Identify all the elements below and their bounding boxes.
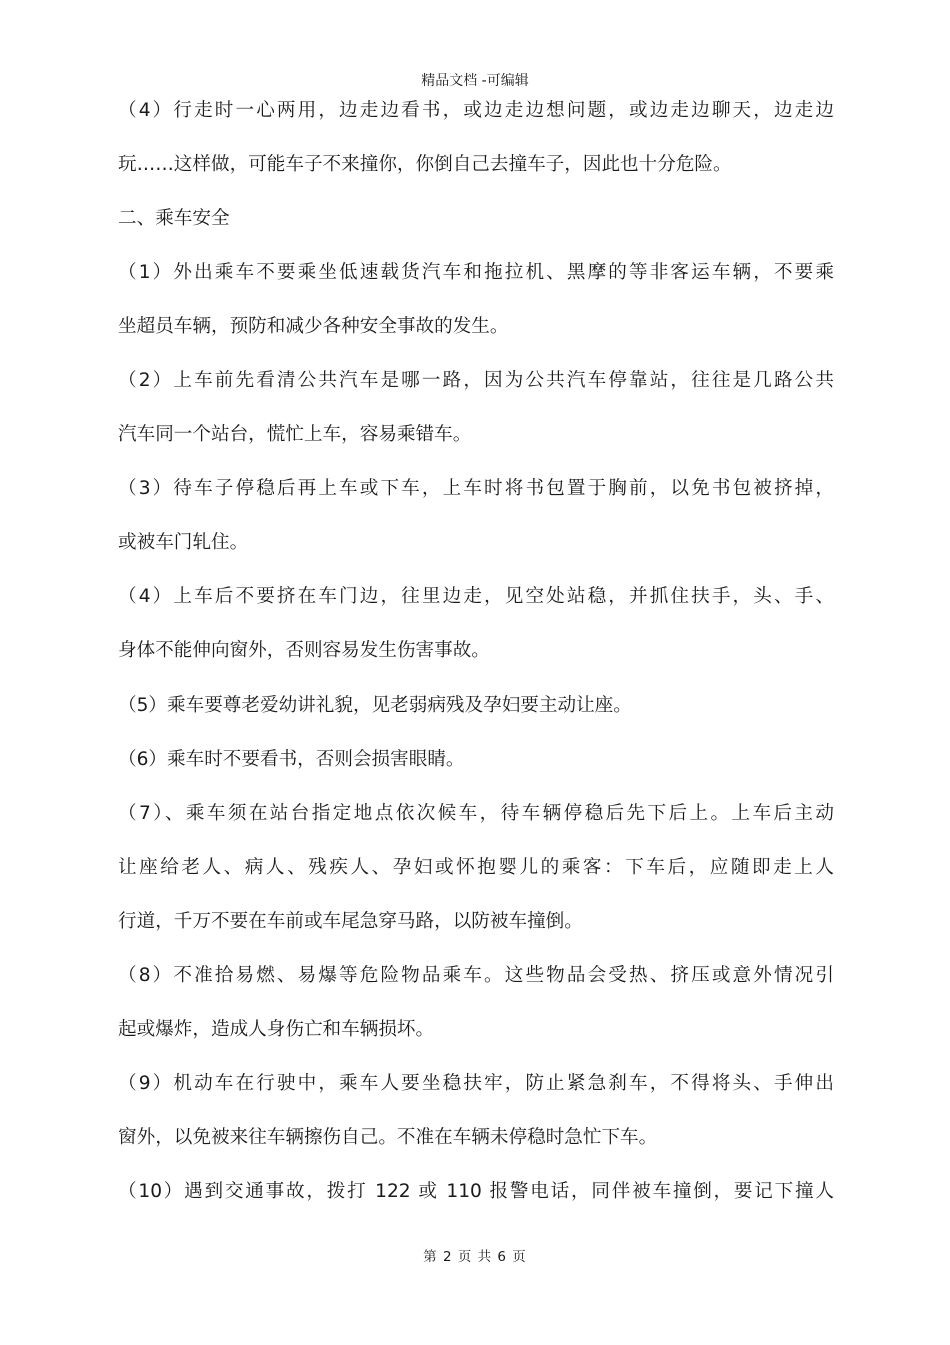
text-line: （9）机动车在行驶中，乘车人要坐稳扶牢，防止紧急刹车，不得将头、手伸出 (118, 1072, 834, 1094)
text-line: （7）、乘车须在站台指定地点依次候车，待车辆停稳后先下后上。上车后主动 (118, 802, 834, 824)
text-line: 汽车同一个站台，慌忙上车，容易乘错车。 (118, 424, 472, 446)
text-line: （8）不准拾易燃、易爆等危险物品乘车。这些物品会受热、挤压或意外情况引 (118, 964, 834, 986)
text-line: 二、乘车安全 (118, 208, 230, 230)
page-footer: 第 2 页 共 6 页 (423, 1249, 527, 1265)
text-line: （4）上车后不要挤在车门边，往里边走，见空处站稳，并抓住扶手，头、手、 (118, 586, 834, 608)
text-line: （1）外出乘车不要乘坐低速载货汽车和拖拉机、黑摩的等非客运车辆，不要乘 (118, 262, 834, 284)
text-line: （6）乘车时不要看书，否则会损害眼睛。 (118, 748, 465, 770)
text-line: 让座给老人、病人、残疾人、孕妇或怀抱婴儿的乘客：下车后，应随即走上人 (118, 856, 834, 878)
text-line: 起或爆炸，造成人身伤亡和车辆损坏。 (118, 1018, 435, 1040)
text-line: 玩……这样做，可能车子不来撞你，你倒自己去撞车子，因此也十分危险。 (118, 154, 732, 176)
text-line: 坐超员车辆，预防和减少各种安全事故的发生。 (118, 316, 509, 338)
text-line: （10）遇到交通事故，拨打 122 或 110 报警电话，同伴被车撞倒，要记下撞人 (118, 1180, 834, 1202)
text-line: （4）行走时一心两用，边走边看书，或边走边想问题，或边走边聊天，边走边 (118, 100, 834, 121)
text-line: 身体不能伸向窗外，否则容易发生伤害事故。 (118, 640, 490, 662)
document-body (118, 84, 834, 1219)
text-line: （5）乘车要尊老爱幼讲礼貌，见老弱病残及孕妇要主动让座。 (118, 694, 632, 716)
text-line: （3）待车子停稳后再上车或下车，上车时将书包置于胸前，以免书包被挤掉， (118, 478, 834, 500)
text-line: 行道，千万不要在车前或车尾急穿马路，以防被车撞倒。 (118, 910, 583, 932)
text-line: 窗外，以免被来往车辆擦伤自己。不准在车辆未停稳时急忙下车。 (118, 1126, 658, 1148)
text-line: 或被车门轧住。 (118, 532, 249, 554)
text-line: （2）上车前先看清公共汽车是哪一路，因为公共汽车停靠站，往往是几路公共 (118, 370, 834, 392)
page-header: 精品文档 -可编辑 (421, 73, 529, 89)
